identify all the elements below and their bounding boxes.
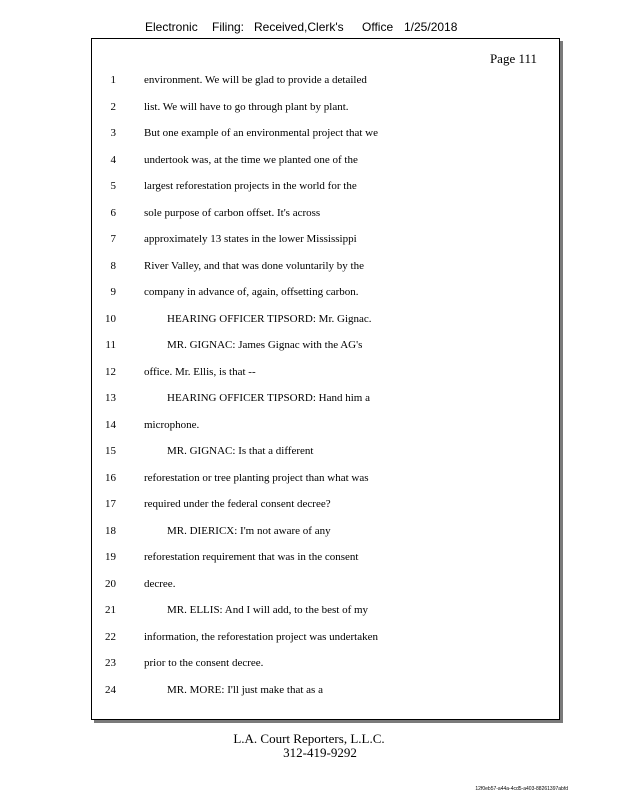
transcript-line [92, 178, 559, 194]
line-number: 4 [110, 153, 116, 166]
filing-header-word-filing: Filing: [212, 20, 245, 34]
line-text: reforestation or tree planting project than what was [144, 471, 369, 484]
transcript-line [92, 205, 559, 221]
filing-header-word-office: Office [362, 20, 394, 34]
line-number: 2 [110, 100, 116, 113]
line-number: 11 [105, 339, 116, 351]
line-number: 18 [105, 524, 116, 537]
line-text: MR. MORE: I'll just make that as a [167, 683, 323, 696]
line-number: 14 [105, 418, 116, 431]
page-number: Page 111 [489, 51, 537, 66]
line-text: list. We will have to go through plant by plant. [144, 100, 349, 113]
line-number: 20 [105, 577, 116, 590]
line-text: approximately 13 states in the lower Mississippi [144, 233, 357, 245]
filing-header-word-received: Received,Clerk's [254, 20, 344, 34]
line-text: company in advance of, again, offsetting carbon. [144, 286, 359, 298]
line-number: 1 [110, 74, 116, 86]
line-text: River Valley, and that was done voluntarily by the [144, 259, 364, 272]
line-number: 10 [105, 312, 116, 325]
line-text: HEARING OFFICER TIPSORD: Hand him a [167, 392, 371, 404]
line-number: 21 [105, 604, 116, 616]
line-number: 7 [110, 233, 116, 245]
line-number: 19 [105, 551, 116, 563]
transcript-line [92, 152, 559, 168]
line-text: environment. We will be glad to provide a detailed [144, 74, 367, 86]
line-number: 22 [105, 630, 116, 643]
transcript-line [92, 417, 559, 433]
line-text: undertook was, at the time we planted one of the [144, 153, 358, 166]
transcript-line [92, 629, 559, 645]
filing-header-date: 1/25/2018 [404, 20, 458, 34]
line-text: prior to the consent decree. [144, 657, 264, 669]
line-number: 5 [110, 180, 116, 192]
transcript-line [92, 72, 559, 88]
line-number: 24 [105, 683, 116, 696]
transcript-line [92, 311, 559, 327]
line-text: MR. DIERICX: I'm not aware of any [167, 524, 331, 537]
transcript-line [92, 496, 559, 512]
line-text: microphone. [144, 418, 200, 431]
line-text: sole purpose of carbon offset. It's across [144, 206, 321, 219]
filing-header-word-electronic: Electronic [145, 20, 198, 34]
line-text: decree. [144, 577, 176, 590]
line-text: information, the reforestation project was undertaken [144, 630, 378, 643]
transcript-line [92, 364, 559, 380]
transcript-line [92, 470, 559, 486]
line-text: MR. ELLIS: And I will add, to the best of my [167, 604, 369, 616]
line-text: MR. GIGNAC: Is that a different [167, 445, 314, 457]
electronic-filing-header [0, 20, 618, 36]
line-number: 17 [105, 498, 116, 510]
transcript-line [92, 682, 559, 698]
transcript-line [92, 258, 559, 274]
transcript-line [92, 99, 559, 115]
reporter-name: L.A. Court Reporters, L.L.C. [233, 731, 385, 746]
transcript-line [92, 337, 559, 353]
line-number: 15 [105, 445, 116, 457]
line-number: 9 [110, 286, 116, 298]
document-id: 12f0eb57-a44a-4cd5-a403-88261397abfd [475, 786, 568, 792]
reporter-phone: 312-419-9292 [283, 745, 357, 760]
line-number: 8 [110, 259, 116, 272]
line-text: largest reforestation projects in the world for the [144, 180, 357, 192]
transcript-line [92, 549, 559, 565]
line-text: MR. GIGNAC: James Gignac with the AG's [167, 339, 363, 351]
line-number: 3 [110, 127, 116, 139]
line-text: reforestation requirement that was in the consent [144, 551, 359, 563]
transcript-page [91, 38, 560, 720]
transcript-line [92, 390, 559, 406]
transcript-line [92, 655, 559, 671]
line-number: 13 [105, 392, 116, 404]
transcript-line [92, 576, 559, 592]
line-text: office. Mr. Ellis, is that -- [144, 365, 256, 378]
transcript-line [92, 231, 559, 247]
transcript-line [92, 443, 559, 459]
line-number: 12 [105, 365, 116, 378]
transcript-line [92, 284, 559, 300]
line-text: HEARING OFFICER TIPSORD: Mr. Gignac. [167, 312, 372, 325]
line-number: 16 [105, 471, 116, 484]
line-text: required under the federal consent decree? [144, 498, 331, 510]
transcript-line [92, 125, 559, 141]
line-text: But one example of an environmental project that we [144, 127, 378, 139]
transcript-line [92, 523, 559, 539]
line-number: 6 [110, 206, 116, 219]
court-reporter-footer [0, 732, 618, 760]
line-number: 23 [105, 657, 116, 669]
transcript-line [92, 602, 559, 618]
